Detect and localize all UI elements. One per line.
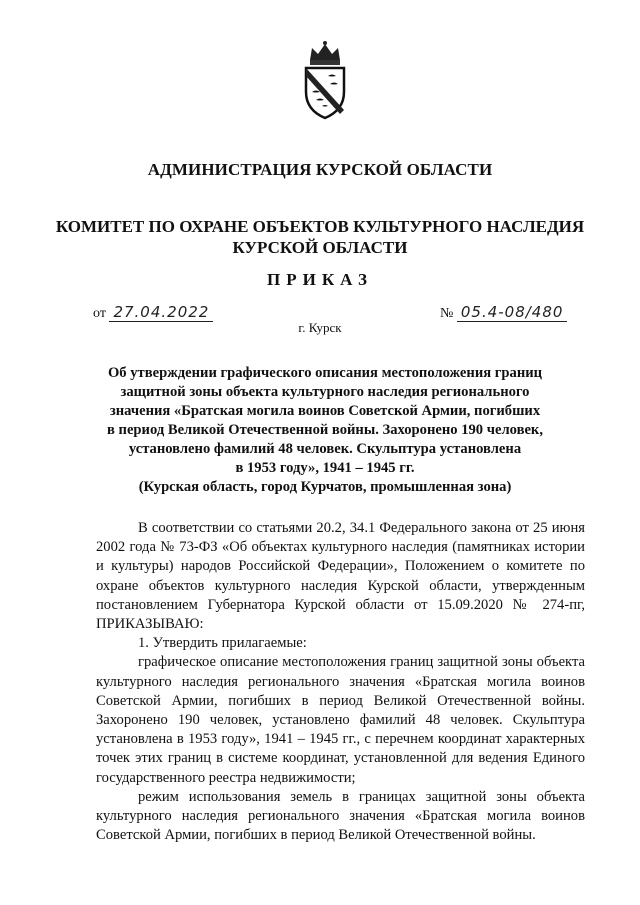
subject-line: в период Великой Отечественной войны. Захоронено 190 человек, (107, 422, 543, 438)
body-paragraph: 1. Утвердить прилагаемые: (138, 635, 307, 652)
document-type: ПРИКАЗ (267, 270, 373, 289)
order-body (96, 519, 585, 845)
subject-line: защитной зоны объекта культурного наследия регионального (120, 384, 530, 400)
body-paragraph: графическое описание местоположения границ защитной зоны объекта культурного наследия регионального значения «Братская могила воинов Советской Армии, погибших в период Великой Отечественной войны. Захоронено 190 человек, установлено фамилий 48 человек. Скульптура установлена в 1953 году», 1941 – 1945 гг., с перечнем координат характерных точек этих границ в системе координат, установленной для ведения Единого государственного реестра недвижимости; (96, 654, 585, 786)
subject-line: значения «Братская могила воинов Советской Армии, погибших (109, 403, 541, 419)
subject-line: Об утверждении графического описания местоположения границ (107, 365, 543, 381)
administration-title: АДМИНИСТРАЦИЯ КУРСКОЙ ОБЛАСТИ (147, 160, 493, 179)
city-label: г. Курск (298, 320, 342, 335)
kursk-coat-of-arms-icon (298, 40, 352, 122)
number-prefix: № (440, 306, 454, 321)
committee-title-line2: КУРСКОЙ ОБЛАСТИ (232, 238, 408, 257)
number-handwritten: 05.4-08/480 (457, 303, 568, 322)
committee-title-line1: КОМИТЕТ ПО ОХРАНЕ ОБЪЕКТОВ КУЛЬТУРНОГО НАСЛЕДИЯ (55, 217, 585, 236)
order-subject (100, 364, 550, 497)
subject-line: в 1953 году», 1941 – 1945 гг. (235, 460, 415, 476)
subject-line: установлено фамилий 48 человек. Скульптура установлена (128, 441, 522, 457)
date-prefix: от (93, 306, 106, 321)
committee-title (0, 216, 640, 258)
subject-line: (Курская область, город Курчатов, промышленная зона) (138, 479, 512, 495)
body-paragraph: В соответствии со статьями 20.2, 34.1 Федерального закона от 25 июня 2002 года № 73-ФЗ «Об объектах культурного наследия (памятниках истории и культуры) народов Российской Федерации», Положением о комитете по охране объектов культурного наследия Курской области, утвержденным постановлением Губернатора Курской области от 15.09.2020 № 274-пг, ПРИКАЗЫВАЮ: (96, 520, 585, 633)
body-paragraph: режим использования земель в границах защитной зоны объекта культурного наследия регионального значения «Братская могила воинов Советской Армии, погибших в период Великой Отечественной войны. (96, 788, 585, 844)
date-handwritten: 27.04.2022 (109, 303, 213, 322)
